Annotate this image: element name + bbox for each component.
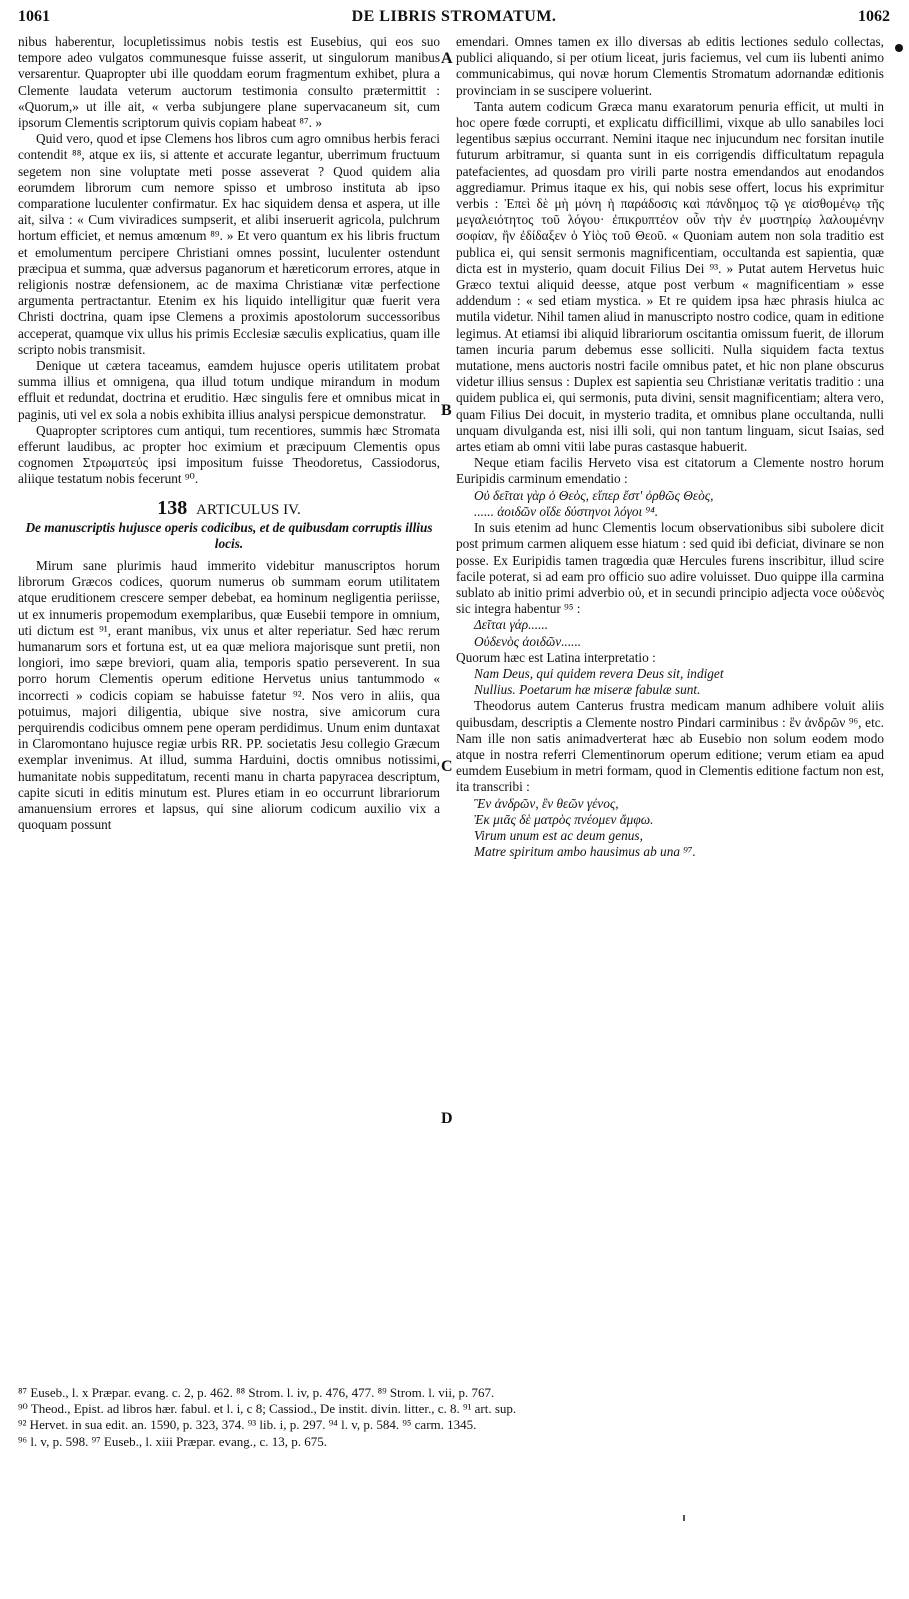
latin-verse-5b: Matre spiritum ambo hausimus ab una ⁹⁷.: [474, 844, 696, 860]
article-title: ARTICULUS IV.: [196, 501, 301, 518]
greek-verse-2b: Οὐδενὸς ἀοιδῶν......: [474, 633, 582, 649]
margin-letter-d: D: [441, 1110, 453, 1127]
left-paragraph-3: Denique ut cætera taceamus, eamdem hujusce operis utilitatem probat summa illius et omnigena, qua illud totum undique mirandum in modum effluit et redundat, doctrina et eruditio. Hæc singulis fere et omnibus micat in paginis, uti vel ex sola a nobis exhibita illius analysi perspicue demonstratur.: [18, 358, 440, 422]
right-column: [456, 34, 884, 860]
article-subtitle: De manuscriptis hujusce operis codicibus, et de quibusdam corruptis illius locis.: [25, 519, 433, 551]
ink-dot: [895, 44, 903, 52]
left-paragraph-1: nibus haberentur, locupletissimus nobis testis est Eusebius, qui eos suo tempore adeo vulgatos communesque fuisse asserit, ut singulorum manibus versarentur. Quapropter ubi ille quoddam eorum fragmentum exhibet, plura a Clemente laudata veterum auctorum testimonia consulto prætermittit : «Quorum,» ut ille ait, « verba subjungere plane supervacaneum sit, cum ipsorum Clementis scriptorum quivis copiam habeat ⁸⁷. »: [18, 34, 440, 131]
right-paragraph-5: Quorum hæc est Latina interpretatio :: [456, 649, 656, 665]
right-page-number: 1062: [858, 8, 890, 25]
footnotes: [18, 1385, 890, 1450]
left-column: [18, 34, 440, 833]
right-paragraph-4: In suis etenim ad hunc Clementis locum observationibus sibi subolere dicit post primum carmen aliquem esse hiatum : sed quid ibi deficiat, divinare se non posse. Ex Euripidis tamen tragœdia quæ Hercules furens inscribitur, illud scire facile poterat, si ad eam pro officio suo adire voluisset. Duo quippe illa carmina sublato ab initio primi adverbio οὐ, et in secundi principio adjecta voce οὐδενὸς sic integra habentur ⁹⁵ :: [456, 520, 884, 617]
right-paragraph-1: emendari. Omnes tamen ex illo diversas ab editis lectiones sedulo collectas, publici aliquando, si per otium liceat, juris faciemus, vel cum iis lubenti animo communicabimus, qui novæ horum Clementis Stromatum adornandæ editionis provinciam in se suscipere voluerint.: [456, 34, 884, 98]
print-mark: [683, 1515, 685, 1521]
margin-letter-c: C: [441, 758, 453, 775]
greek-verse-1b: ...... ἀοιδῶν οἵδε δύστηνοι λόγοι ⁹⁴.: [474, 503, 659, 519]
footnote-line: ⁹² Hervet. in sua edit. an. 1590, p. 323, 374. ⁹³ lib. i, p. 297. ⁹⁴ l. v, p. 584. ⁹⁵ carm. 1345.: [18, 1417, 477, 1433]
footnote-line: ⁹⁰ Theod., Epist. ad libros hær. fabul. et l. i, c 8; Cassiod., De instit. divin. litter., c. 8. ⁹¹ art. sup.: [18, 1401, 517, 1417]
left-paragraph-5: Mirum sane plurimis haud immerito videbitur manuscriptos horum librorum Græcos codices, quorum numerus ob summam eorum utilitatem atque eruditionem crescere semper debebat, ea hominum negligentia periisse, ut ex innumeris propemodum exemplaribus, quæ Eusebii tempore in omnium, uti dictum est ⁹¹, erant manibus, vix unus et alter reperiatur. Sed hæc rerum humanarum sors et fortuna est, ut ea quæ meliora majorisque sunt pretii, non longiori, imo sæpe breviori, quam alia, temporis spatio perseverent. In sua porro horum Clementis operum editione Hervetus unius tantummodo « incorrecti » codicis copiam se habuisse fatetur ⁹². Nos vero in aliis, qua potuimus, majori diligentia, ubique sive nostra, sive amicorum cura perquirendis codicibus omnem pene operam perdidimus. Unum enim duntaxat in Claromontano hujusce regiæ urbis RR. PP. societatis Jesu collegio Græcum exemplar invenimus. At illud, summa Harduini, doctis omnibus notissimi, humanitate nobis suppeditatum, recenti manu in charta papyracea descriptum, capite sicuti in editis minutum est. Plures etiam in eo occurrunt librariorum amanuensium errores et lapsus, qui sine aliorum codicum auxilio vix a quoquam possunt: [18, 557, 440, 833]
left-paragraph-4: Quapropter scriptores cum antiqui, tum recentiores, summis hæc Stromata efferunt laudibus, ac propter hoc eximium et præcipuum Clementis opus cognomen Στρωματεύς ipsi impositum fuisse Theodoretus, Cassiodorus, aliique testatum nobis fecerunt ⁹⁰.: [18, 422, 440, 487]
page-header: [18, 8, 890, 32]
margin-letter-b: B: [441, 402, 452, 419]
article-heading: [18, 496, 440, 519]
right-paragraph-6: Theodorus autem Canterus frustra medicam manum adhibere voluit aliis quibusdam, descriptis a Clemente nostro Pindari carminibus : ἓν ἀνδρῶν ⁹⁶, etc. Nam ille non satis animadverterat hæc ab Eusebio non solum eodem modo atque in nostra referri Clementinorum operum editione; verum etiam ea apud eumdem Eusebium in metri formam, quod in Clementis editione factum non est, ita transcribi :: [456, 698, 884, 795]
greek-verse-2a: Δεῖται γάρ......: [474, 617, 549, 633]
latin-verse-3b: Nullius. Poetarum hæ miseræ fabulæ sunt.: [474, 682, 701, 698]
running-title: DE LIBRIS STROMATUM.: [351, 8, 557, 25]
footnote-line: ⁸⁷ Euseb., l. x Præpar. evang. c. 2, p. 462. ⁸⁸ Strom. l. iv, p. 476, 477. ⁸⁹ Strom. l. vii, p. 767.: [18, 1385, 495, 1400]
right-paragraph-2: Tanta autem codicum Græca manu exaratorum penuria efficit, ut multi in hoc opere fœde corrupti, et explicatu difficillimi, vixque ab ullo sanabiles loci legentibus sæpius occurrant. Nemini itaque nec injucundum nec forsitan inutile futurum arbitramur, si quanta sunt in eis corrigendis difficultatum repagula patefacientes, ad quosdam pro virili parte nostra emendandos aut enodandos aggrediamur. Primus itaque ex his, qui nobis sese offert, locus his exprimitur verbis : Ἐπεὶ δὲ μὴ μόνη ἡ παράδοσις καὶ πάνδημος τῷ γε αἰσθομένῳ τῆς μεγαλειότητος τοῦ λόγου· ἐπικρυπτέον οὖν τὴν ἐν μυστηρίῳ λαλουμένην σοφίαν, ἣν ἐδίδαξεν ὁ Υἱὸς τοῦ Θεοῦ. « Quoniam autem non sola traditio est publica ei, qui sensit sermonis magnificentiam, occultanda est sapientia, quæ dicta est in mysterio, quam docuit Filius Dei ⁹³. » Putat autem Hervetus huic Græco textui aliquid deesse, atque post verbum « magnificentiam » esse addendum : « sed etiam mystica. » Et re quidem ipsa hæc phrasis hiulca ac mutila videtur. Nihil tamen aliud in manuscripto nostro codice, quam in editione legimus. At etiamsi ibi aliquid librariorum oscitantia omissum fuerit, de illorum tamen incuria parum debemus esse solliciti. Nulla siquidem facta textus mutatione, mens auctoris nostri facile omnibus patet, et hic non plane obscurus videtur illius sensus : Duplex est sapientia seu Christianæ veritatis traditio : una quidem publica ei, qui sermonis, puta divini, sensit magnificentiam; altera vero, quam Filius Dei docuit, in mysterio tradita, et omnibus plane occultanda, nulli unquam divulganda est, nisi illi soli, qui non tantum linguam, sicut Isaias, sed artes etiam ab omni vitii labe puras castasque habuerit.: [456, 98, 884, 455]
right-paragraph-3: Neque etiam facilis Herveto visa est citatorum a Clemente nostro horum Euripidis carminum emendatio :: [456, 455, 884, 487]
latin-verse-5a: Virum unum est ac deum genus,: [474, 827, 643, 843]
article-number: 138: [157, 496, 188, 519]
footnote-line: ⁹⁶ l. v, p. 598. ⁹⁷ Euseb., l. xiii Præpar. evang., c. 13, p. 675.: [18, 1433, 328, 1449]
greek-verse-1a: Οὐ δεῖται γὰρ ὁ Θεὸς, εἴπερ ἔστ' ὀρθῶς Θεὸς,: [474, 487, 714, 503]
margin-letter-a: A: [441, 50, 453, 67]
left-page-number: 1061: [18, 8, 50, 25]
latin-verse-3a: Nam Deus, qui quidem revera Deus sit, indiget: [474, 665, 724, 681]
greek-verse-4b: Ἐκ μιᾶς δὲ ματρὸς πνέομεν ἄμφω.: [474, 811, 654, 827]
left-paragraph-2: Quid vero, quod et ipse Clemens hos libros cum agro omnibus herbis feraci contendit ⁸⁸, atque ex iis, si attente et accurate legantur, uberrimum fructuum segetem non sine voluptate meti posse asseverat ? Quod quidem alia eorumdem librorum cum nemore spisso et umbroso instituta ab ipso comparatione luculenter confirmatur. Ex hac siquidem densa et aspera, ut ille ait, silva : « Cum viviradices sumpserit, et alibi inseruerit agricola, pulchrum hortum efficiet, et nemus amœnum ⁸⁹. » Et vero quantum ex his libris fructum et emolumentum percipere Christiani omnes possint, luculenter ostendunt præcipua et summa, quæ adversus paganorum et hæreticorum errores, atque in religionis nostræ defensionem, ac de maxima Christianæ vitæ perfectione argumenta pertractantur. Etenim ex his liquido intelligitur quæ fuerit vera Christi doctrina, quam ipse Clemens a proximis apostolorum successoribus acceperat, quamque vix ullus his primis Ecclesiæ sæculis explicatius, quam ille scripto nobis transmisit.: [18, 131, 440, 357]
greek-verse-4a: Ἓν ἀνδρῶν, ἓν θεῶν γένος,: [474, 795, 619, 811]
